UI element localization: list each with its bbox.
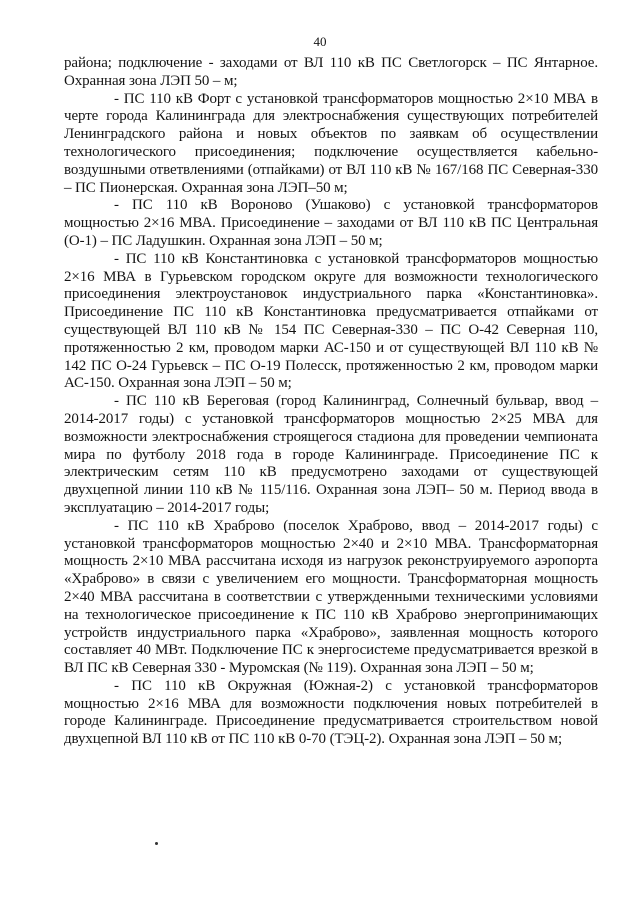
page-number: 40 [313, 34, 327, 49]
document-body [64, 55, 598, 749]
paragraph-ps-okruzhnaya: - ПС 110 кВ Окружная (Южная-2) с установкой трансформаторов мощностью 2×16 МВА для возможности подключения новых потребителей в городе Калининграде. Присоединение предусматривается строительством новой двухцепной ВЛ 110 кВ от ПС 110 кВ 0-70 (ТЭЦ-2). Охранная зона ЛЭП – 50 м; [64, 677, 598, 748]
paragraph-ps-voronovo: - ПС 110 кВ Вороново (Ушаково) с установкой трансформаторов мощностью 2×16 МВА. Присоединение – заходами от ВЛ 110 кВ ПС Центральная (О-1) – ПС Ладушкин. Охранная зона ЛЭП – 50 м; [64, 197, 598, 249]
paragraph-continuation: района; подключение - заходами от ВЛ 110 кВ ПС Светлогорск – ПС Янтарное. Охранная зона ЛЭП 50 – м; [64, 55, 598, 89]
paragraph-ps-beregovaya: - ПС 110 кВ Береговая (город Калининград, Солнечный бульвар, ввод – 2014-2017 годы) с установкой трансформаторов мощностью 2×25 МВА для возможности электроснабжения строящегося стадиона для проведении чемпионата мира по футболу 2018 года в городе Калининграде. Присоединение ПС к электрическим сетям 110 кВ предусмотрено заходами от существующей двухцепной линии 110 кВ № 115/116. Охранная зона ЛЭП– 50 м. Период ввода в эксплуатацию – 2014-2017 годы; [64, 393, 598, 516]
paragraph-ps-konstantinovka: - ПС 110 кВ Константиновка с установкой трансформаторов мощностью 2×16 МВА в Гурьевском городском округе для возможности технологического присоединения электроустановок индустриального парка «Константиновка». Присоединение ПС 110 кВ Константиновка предусматривается отпайками от существующей ВЛ 110 кВ № 154 ПС Северная-330 – ПС О-42 Северная 110, протяженностью 2 км, проводом марки АС-150 и от существующей ВЛ 110 кВ № 142 ПС О-24 Гурьевск – ПС О-19 Полесск, протяженностью 2 км, проводом марки АС-150. Охранная зона ЛЭП – 50 м; [64, 250, 598, 392]
paragraph-ps-fort: - ПС 110 кВ Форт с установкой трансформаторов мощностью 2×10 МВА в черте города Калининграда для электроснабжения существующих потребителей Ленинградского района и новых объектов по заявкам об осуществлении технологического присоединения; подключение осуществляется кабельно-воздушными ответвлениями (отпайками) от ВЛ 110 кВ № 167/168 ПС Северная-330 – ПС Пионерская. Охранная зона ЛЭП–50 м; [64, 90, 598, 196]
scan-speck [155, 842, 158, 845]
paragraph-ps-khrabrovo: - ПС 110 кВ Храброво (поселок Храброво, ввод – 2014-2017 годы) с установкой трансформаторов мощностью 2×40 и 2×10 МВА. Трансформаторная мощность 2×10 МВА рассчитана исходя из нагрузок реконструируемого аэропорта «Храброво» в связи с увеличением его мощности. Трансформаторная мощность 2×40 МВА рассчитана в соответствии с утвержденными техническими условиями на технологическое присоединение к ПС 110 кВ Храброво энергопринимающих устройств индустриального парка «Храброво», заявленная мощность которого составляет 40 МВт. Подключение ПС к энергосистеме предусматривается врезкой в ВЛ ПС кВ Северная 330 - Муромская (№ 119). Охранная зона ЛЭП – 50 м; [64, 517, 598, 677]
